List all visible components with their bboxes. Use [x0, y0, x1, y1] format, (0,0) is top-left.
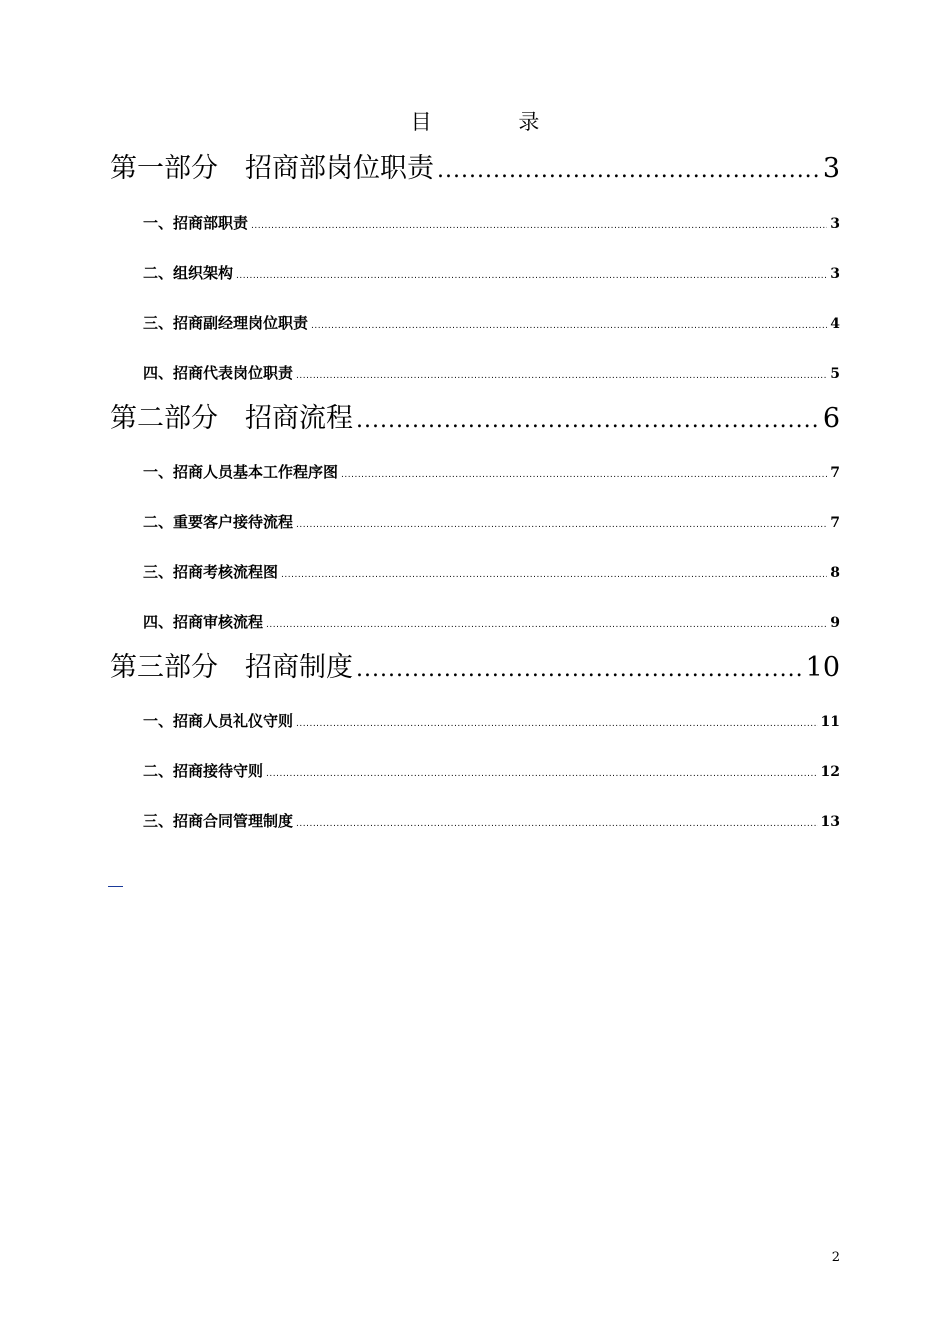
toc-entry-text: 二、招商接待守则 [143, 762, 264, 780]
toc-page-number: 7 [830, 515, 840, 531]
toc-leader-dots [311, 321, 827, 331]
toc-page-number: 8 [830, 565, 840, 581]
toc-entry-text: 一、招商部职责 [143, 214, 249, 232]
toc-section-1-1[interactable] [143, 212, 840, 233]
toc-entry-text: 三、招商合同管理制度 [143, 812, 294, 830]
toc-page-number: 4 [830, 316, 840, 332]
toc-entry-text: 二、组织架构 [143, 264, 234, 282]
toc-page-number: 7 [830, 465, 840, 481]
toc-title: 目 录 [410, 110, 580, 134]
toc-leader-dots [266, 620, 827, 630]
toc-leader-dots [356, 408, 820, 433]
toc-leader-dots [296, 819, 818, 829]
toc-leader-dots [251, 221, 827, 231]
toc-entry-text: 第三部分 招商制度 [110, 652, 353, 683]
toc-section-2-2[interactable] [143, 511, 840, 532]
toc-entry-text: 二、重要客户接待流程 [143, 513, 294, 531]
toc-page-number: 12 [820, 764, 840, 780]
text-cursor-mark [108, 886, 123, 887]
toc-section-1-2[interactable] [143, 262, 840, 283]
toc-entry-text: 四、招商代表岗位职责 [143, 364, 294, 382]
toc-section-1-4[interactable] [143, 362, 840, 383]
toc-page-number: 6 [822, 403, 840, 434]
toc-page-number: 9 [830, 615, 840, 631]
toc-leader-dots [236, 271, 827, 281]
toc-page-number: 10 [805, 652, 840, 683]
toc-page-number: 3 [830, 216, 840, 232]
toc-section-3-2[interactable] [143, 760, 840, 781]
toc-entry-text: 三、招商考核流程图 [143, 563, 279, 581]
toc-section-1-3[interactable] [143, 312, 840, 333]
toc-section-2-4[interactable] [143, 611, 840, 632]
toc-leader-dots [356, 657, 803, 682]
toc-leader-dots [296, 719, 818, 729]
toc-part-2[interactable] [110, 396, 840, 435]
toc-page-number: 5 [830, 366, 840, 382]
toc-leader-dots [281, 570, 827, 580]
toc-page-number: 3 [822, 153, 840, 184]
toc-entry-text: 三、招商副经理岗位职责 [143, 314, 309, 332]
toc-entry-text: 第一部分 招商部岗位职责 [110, 153, 434, 184]
toc-part-1[interactable] [110, 146, 840, 185]
toc-entry-text: 四、招商审核流程 [143, 613, 264, 631]
toc-page-number: 11 [820, 714, 840, 730]
toc-section-3-3[interactable] [143, 810, 840, 831]
toc-section-3-1[interactable] [143, 710, 840, 731]
toc-entry-text: 一、招商人员基本工作程序图 [143, 463, 339, 481]
toc-section-2-3[interactable] [143, 561, 840, 582]
toc-leader-dots [341, 470, 827, 480]
toc-entry-text: 一、招商人员礼仪守则 [143, 712, 294, 730]
toc-leader-dots [437, 158, 820, 183]
toc-leader-dots [296, 371, 827, 381]
toc-page-number: 3 [830, 266, 840, 282]
toc-page-number: 13 [820, 814, 840, 830]
toc-part-3[interactable] [110, 645, 840, 684]
toc-leader-dots [296, 520, 827, 530]
page-number: 2 [831, 1250, 840, 1265]
toc-section-2-1[interactable] [143, 461, 840, 482]
toc-leader-dots [266, 769, 818, 779]
toc-entry-text: 第二部分 招商流程 [110, 403, 353, 434]
